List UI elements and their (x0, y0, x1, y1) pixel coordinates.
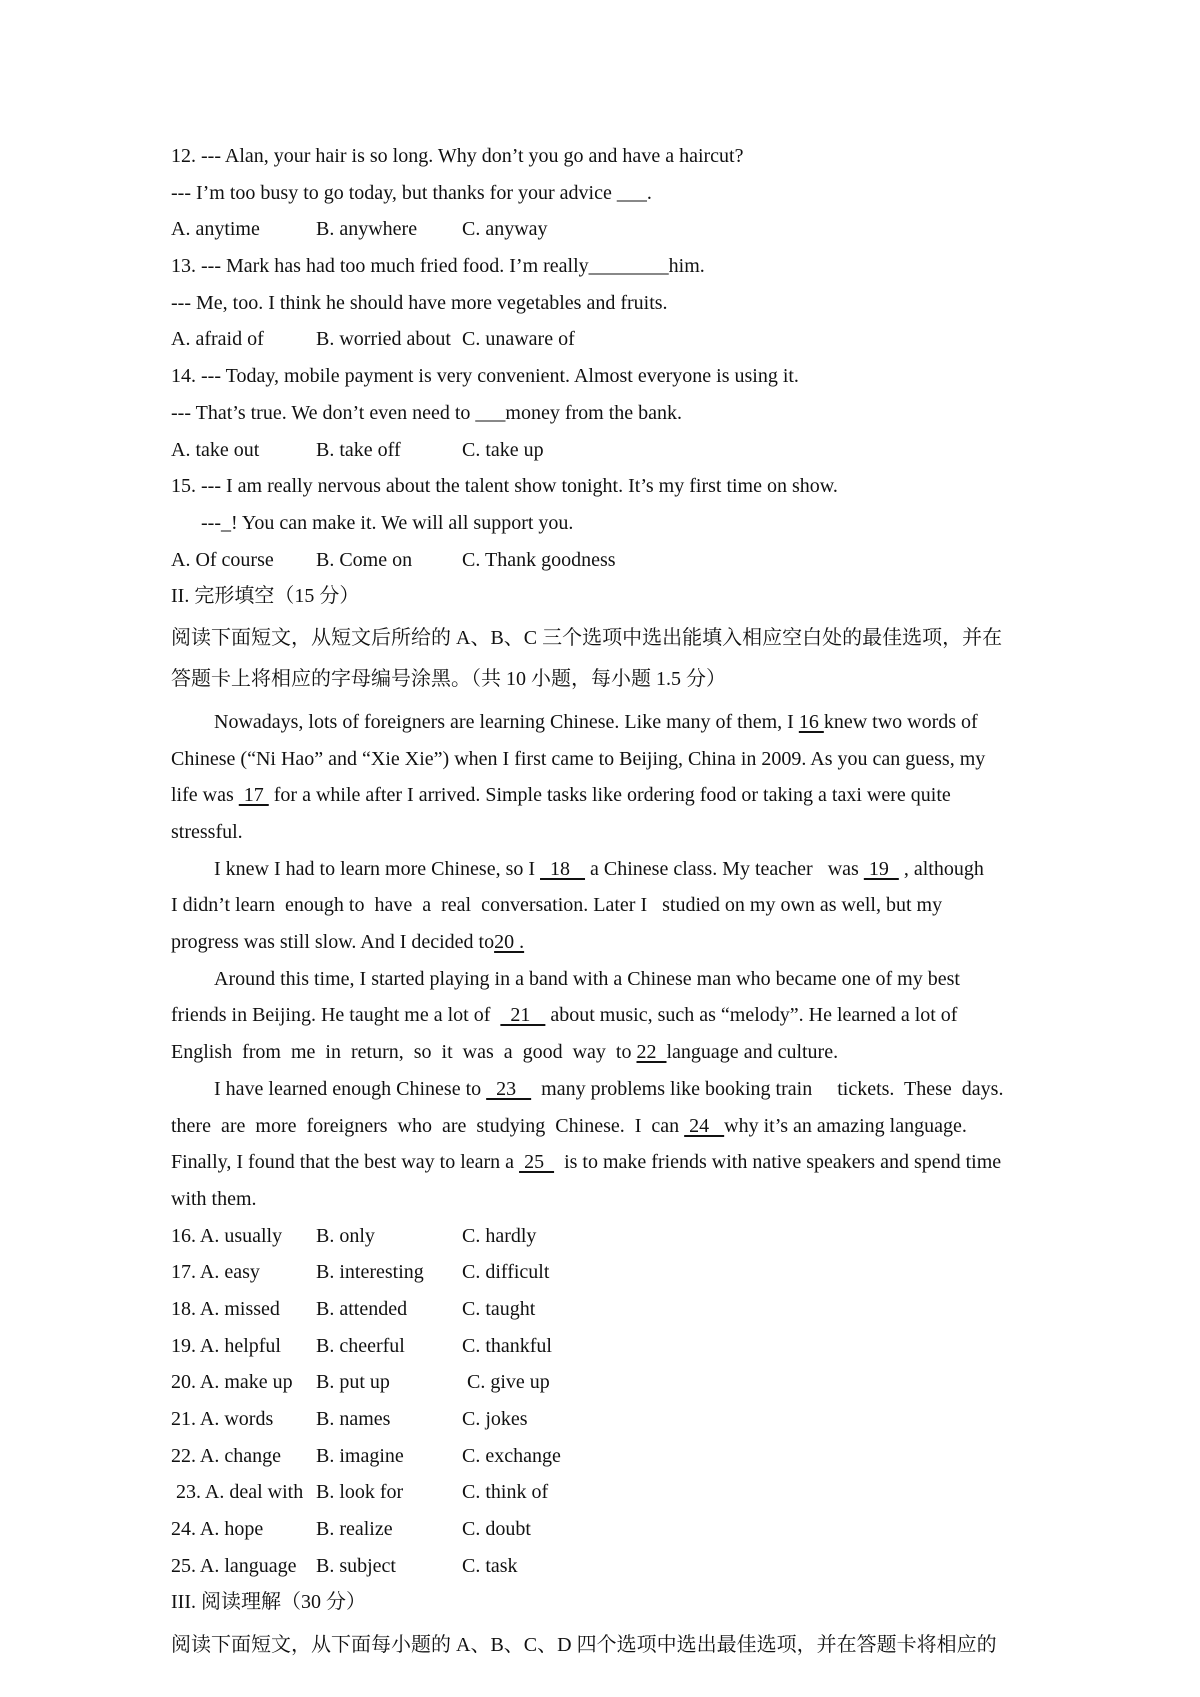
option-row (171, 542, 1071, 579)
passage-line (171, 851, 1071, 888)
option-c: C. doubt (462, 1518, 531, 1541)
passage-text: Around this time, I started playing in a band with a Chinese man who became one of my best (214, 967, 960, 990)
option-b: B. subject (316, 1554, 396, 1577)
question-reply: ---_! You can make it. We will all support you. (171, 511, 574, 534)
option-row (171, 1364, 1071, 1401)
exam-page (171, 138, 1071, 1666)
passage-text: Chinese (“Ni Hao” and “Xie Xie”) when I first came to Beijing, China in 2009. As you can guess, my (171, 747, 986, 770)
passage-line (171, 741, 1071, 778)
option-b: B. look for (316, 1481, 404, 1504)
blank-number: 18 (540, 857, 586, 880)
option-b: B. imagine (316, 1444, 404, 1467)
option-row (171, 1474, 1071, 1511)
passage-text: Finally, I found that the best way to learn a (171, 1151, 520, 1174)
option-c: C. Thank goodness (462, 548, 616, 571)
passage-line (171, 1144, 1071, 1181)
option-b: B. worried about (316, 328, 451, 351)
passage-text: knew two words of (823, 710, 978, 733)
option-a: 23. A. deal with (171, 1481, 304, 1504)
option-a: 24. A. hope (171, 1518, 264, 1541)
blank-number: 16 (798, 710, 824, 733)
question (171, 248, 1071, 358)
option-row (171, 1291, 1071, 1328)
passage-text: stressful. (171, 821, 243, 843)
question (171, 468, 1071, 578)
section3-title: III. 阅读理解（30 分） (171, 1591, 366, 1614)
section2-title: II. 完形填空（15 分） (171, 585, 360, 608)
option-c: C. exchange (462, 1444, 561, 1467)
passage-text: I have learned enough Chinese to (214, 1077, 487, 1100)
section2-instructions-line: 阅读下面短文，从短文后所给的 A、B、C 三个选项中选出能填入相应空白处的最佳选项，并在 (171, 626, 1003, 649)
option-row (171, 1511, 1071, 1548)
question-stem: 12. --- Alan, your hair is so long. Why don’t you go and have a haircut? (171, 145, 744, 167)
blank-number: 17 (238, 784, 269, 807)
option-a: 22. A. change (171, 1444, 281, 1467)
option-c: C. unaware of (462, 328, 575, 351)
option-c: C. take up (462, 438, 544, 461)
passage-text: a Chinese class. My teacher was (585, 857, 864, 880)
passage-text: for a while after I arrived. Simple tasks like ordering food or taking a taxi were quite (268, 784, 951, 807)
passage-text: English from me in return, so it was a good way to (171, 1041, 637, 1064)
option-c: C. task (462, 1554, 518, 1577)
passage-line (171, 814, 1071, 851)
option-row (171, 211, 1071, 248)
option-c: C. difficult (462, 1261, 550, 1284)
option-b: B. put up (316, 1371, 390, 1394)
option-b: B. only (316, 1224, 375, 1247)
passage-text: life was (171, 784, 239, 807)
option-row (171, 1254, 1071, 1291)
option-a: A. afraid of (171, 328, 264, 351)
passage-text: many problems like booking train tickets. These days. (531, 1077, 1004, 1100)
option-a: A. anytime (171, 218, 260, 241)
question-stem: 14. --- Today, mobile payment is very convenient. Almost everyone is using it. (171, 365, 799, 388)
passage-line (171, 997, 1071, 1034)
blank-number: 25 (519, 1151, 555, 1174)
option-row (171, 1328, 1071, 1365)
passage-text: there are more foreigners who are studying Chinese. I can (171, 1114, 685, 1137)
section3-instructions-line: 阅读下面短文，从下面每小题的 A、B、C、D 四个选项中选出最佳选项，并在答题卡将相应的 (171, 1634, 997, 1657)
question (171, 358, 1071, 468)
question-reply: --- I’m too busy to go today, but thanks for your advice ___. (171, 181, 652, 204)
blank-number: 23 (486, 1077, 532, 1100)
passage-text: I knew I had to learn more Chinese, so I (214, 857, 541, 880)
question-reply: --- Me, too. I think he should have more vegetables and fruits. (171, 291, 668, 314)
passage-line (171, 777, 1071, 814)
cloze-passage (171, 704, 1071, 1218)
passage-text: Nowadays, lots of foreigners are learning Chinese. Like many of them, I (214, 710, 799, 733)
option-b: B. attended (316, 1297, 408, 1320)
passage-text: I didn’t learn enough to have a real conversation. Later I studied on my own as well, but my (171, 894, 943, 917)
option-b: B. Come on (316, 548, 413, 571)
option-row (171, 1218, 1071, 1255)
passage-line (171, 1071, 1071, 1108)
blank-number: 24 (684, 1114, 725, 1137)
passage-text: progress was still slow. And I decided to (171, 931, 495, 954)
option-b: B. realize (316, 1518, 393, 1541)
option-b: B. anywhere (316, 218, 418, 241)
cloze-options (171, 1218, 1071, 1585)
option-a: 25. A. language (171, 1554, 297, 1577)
question-stem: 15. --- I am really nervous about the talent show tonight. It’s my first time on show. (171, 475, 838, 498)
option-b: B. take off (316, 438, 401, 461)
option-b: B. cheerful (316, 1334, 405, 1357)
option-c: C. anyway (462, 218, 548, 241)
option-a: A. take out (171, 438, 260, 461)
passage-line (171, 961, 1071, 998)
option-row (171, 321, 1071, 358)
passage-text: is to make friends with native speakers and spend time (554, 1151, 1002, 1174)
option-c: C. jokes (462, 1408, 528, 1430)
passage-line (171, 1108, 1071, 1145)
option-row (171, 1401, 1071, 1438)
option-a: 17. A. easy (171, 1261, 260, 1284)
passage-line (171, 1181, 1071, 1218)
passage-text: with them. (171, 1187, 257, 1210)
option-c: C. hardly (462, 1224, 537, 1247)
passage-text: , although (898, 857, 984, 880)
blank-number: 22 (636, 1041, 667, 1064)
option-c: C. give up (462, 1371, 550, 1394)
option-c: C. think of (462, 1481, 549, 1504)
option-a: 20. A. make up (171, 1371, 293, 1394)
passage-line (171, 704, 1071, 741)
question (171, 138, 1071, 248)
question-reply: --- That’s true. We don’t even need to ___money from the bank. (171, 401, 683, 424)
option-c: C. taught (462, 1297, 536, 1320)
passage-text: friends in Beijing. He taught me a lot of (171, 1004, 501, 1027)
blank-number: 20 . (494, 931, 525, 954)
question-stem: 13. --- Mark has had too much fried food. I’m really________him. (171, 255, 705, 278)
blank-number: 19 (863, 857, 899, 880)
option-a: 21. A. words (171, 1408, 274, 1430)
passage-text: language and culture. (666, 1041, 839, 1064)
option-b: B. names (316, 1408, 391, 1430)
option-c: C. thankful (462, 1334, 552, 1357)
option-a: 16. A. usually (171, 1224, 283, 1247)
option-row (171, 1438, 1071, 1475)
option-a: A. Of course (171, 548, 274, 571)
passage-line (171, 924, 1071, 961)
passage-line (171, 1034, 1071, 1071)
option-b: B. interesting (316, 1261, 424, 1284)
passage-text: about music, such as “melody”. He learned a lot of (545, 1004, 958, 1027)
blank-number: 21 (500, 1004, 546, 1027)
single-choice-questions (171, 138, 1071, 578)
option-a: 18. A. missed (171, 1297, 280, 1320)
section2-instructions-line: 答题卡上将相应的字母编号涂黑。（共 10 小题，每小题 1.5 分） (171, 667, 726, 690)
option-a: 19. A. helpful (171, 1334, 281, 1357)
option-row (171, 432, 1071, 469)
passage-line (171, 887, 1071, 924)
passage-text: why it’s an amazing language. (724, 1114, 967, 1137)
option-row (171, 1548, 1071, 1585)
